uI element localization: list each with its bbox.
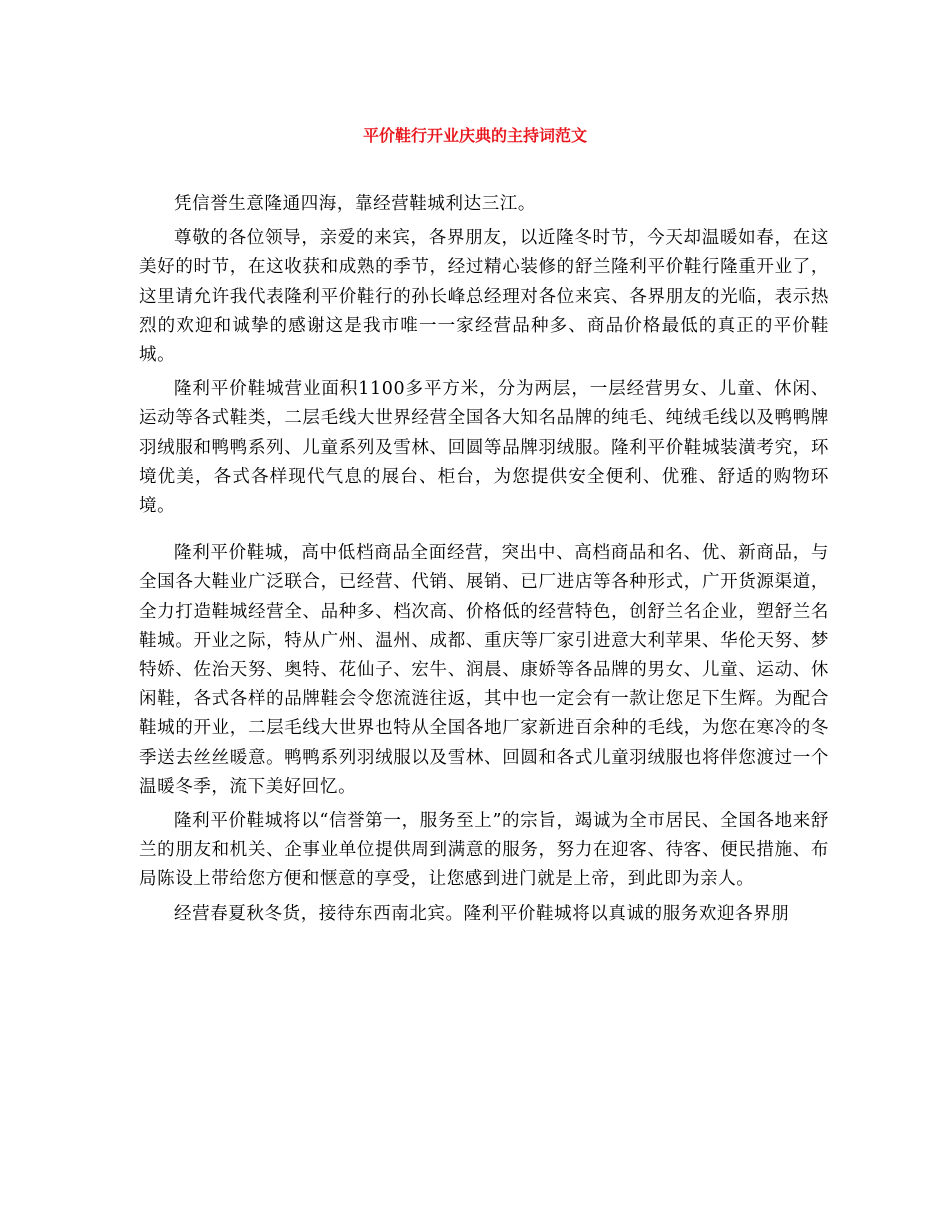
document-body (139, 190, 829, 929)
paragraph: 隆利平价鞋城营业面积1100多平方米，分为两层，一层经营男女、儿童、休闲、运动等各式鞋类，二层毛线大世界经营全国各大知名品牌的纯毛、纯绒毛线以及鸭鸭牌羽绒服和鸭鸭系列、儿童系列及雪林、回圆等品牌羽绒服。隆利平价鞋城装潢考究，环境优美，各式各样现代气息的展台、柜台，为您提供安全便利、优雅、舒适的购物环境。 (139, 379, 829, 517)
paragraph: 隆利平价鞋城将以“信誉第一，服务至上”的宗旨，竭诚为全市居民、全国各地来舒兰的朋友和机关、企事业单位提供周到满意的服务，努力在迎客、待客、便民措施、布局陈设上带给您方便和惬意的享受，让您感到进门就是上帝，到此即为亲人。 (139, 811, 829, 890)
paragraph: 尊敬的各位领导，亲爱的来宾，各界朋友，以近隆冬时节，今天却温暖如春，在这美好的时节，在这收获和成熟的季节，经过精心装修的舒兰隆利平价鞋行隆重开业了，这里请允许我代表隆利平价鞋行的孙长峰总经理对各位来宾、各界朋友的光临，表示热烈的欢迎和诚挚的感谢这是我市唯一一家经营品种多、商品价格最低的真正的平价鞋城。 (139, 228, 829, 366)
paragraph: 经营春夏秋冬货，接待东西南北宾。隆利平价鞋城将以真诚的服务欢迎各界朋 (174, 903, 790, 924)
paragraph: 凭信誉生意隆通四海，靠经营鞋城利达三江。 (174, 194, 536, 214)
document-title: 平价鞋行开业庆典的主持词范文 (362, 126, 587, 145)
paragraph: 隆利平价鞋城，高中低档商品全面经营，突出中、高档商品和名、优、新商品，与全国各大鞋业广泛联合，已经营、代销、展销、已厂进店等各种形式，广开货源渠道，全力打造鞋城经营全、品种多、档次高、价格低的经营特色，创舒兰名企业，塑舒兰名鞋城。开业之际，特从广州、温州、成都、重庆等厂家引进意大利苹果、华伦天努、梦特娇、佐治天努、奥特、花仙子、宏牛、润晨、康娇等各品牌的男女、儿童、运动、休闲鞋，各式各样的品牌鞋会令您流涟往返，其中也一定会有一款让您足下生辉。为配合鞋城的开业，二层毛线大世界也特从全国各地厂家新进百余种的毛线，为您在寒冷的冬季送去丝丝暖意。鸭鸭系列羽绒服以及雪林、回圆和各式儿童羽绒服也将伴您渡过一个温暖冬季，流下美好回忆。 (139, 543, 829, 797)
